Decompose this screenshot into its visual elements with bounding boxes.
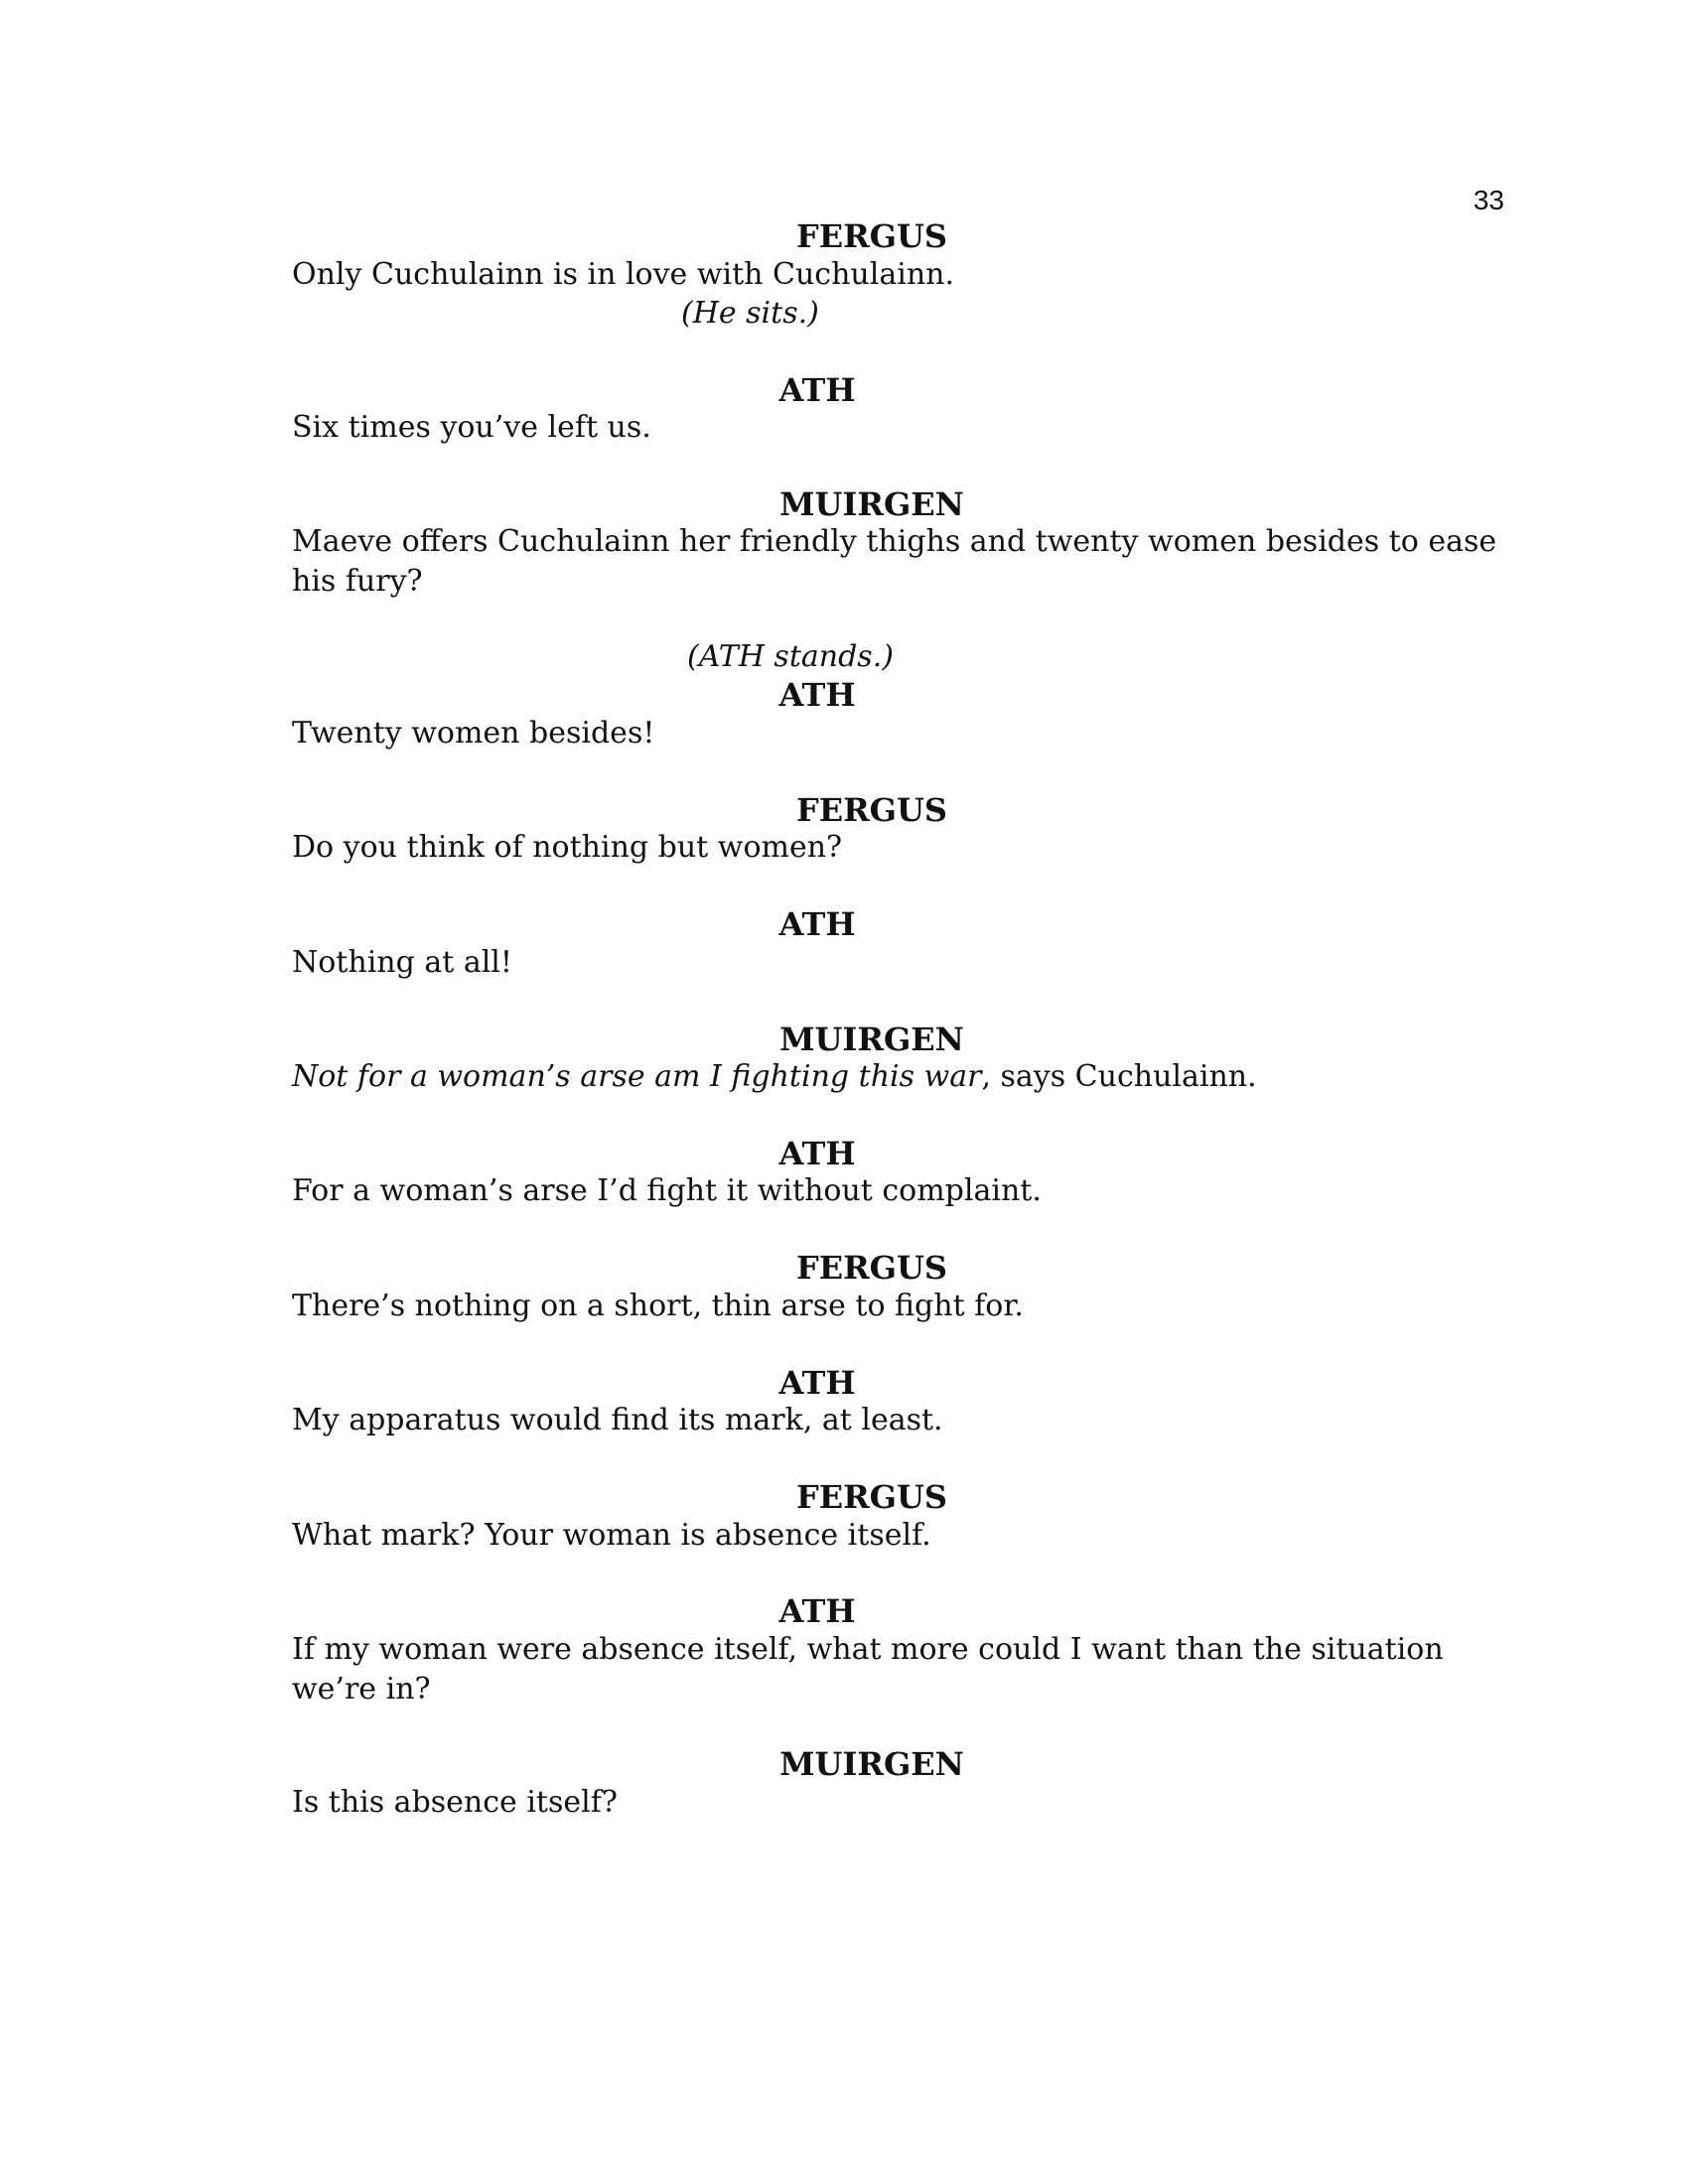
character-name: ATH [778,905,856,943]
dialogue-line-rest: , says Cuchulainn. [981,1059,1257,1094]
dialogue-line: Is this absence itself? [292,1785,618,1820]
stage-direction: (ATH stands.) [687,639,894,674]
dialogue-line: For a woman’s arse I’d fight it without complaint. [292,1173,1042,1208]
character-name: ATH [778,1135,856,1172]
parenthetical: (He sits.) [681,296,819,331]
character-name: ATH [778,1592,856,1630]
character-name: ATH [778,371,856,409]
dialogue-line: Nothing at all! [292,945,512,980]
character-name: ATH [778,1364,856,1402]
dialogue-line: What mark? Your woman is absence itself. [292,1518,931,1553]
dialogue-line: There’s nothing on a short, thin arse to fight for. [292,1289,1024,1323]
dialogue-line: If my woman were absence itself, what more could I want than the situation we’re in? [292,1632,1444,1706]
character-name: FERGUS [795,217,948,255]
dialogue-line: Twenty women besides! [292,716,655,751]
page-number: 33 [1473,185,1504,215]
dialogue-line: Only Cuchulainn is in love with Cuchulainn. [292,257,955,292]
character-name: MUIRGEN [779,485,964,523]
dialogue-line: Six times you’ve left us. [292,410,651,445]
dialogue-line-italic: Not for a woman’s arse am I fighting this war [292,1059,982,1094]
dialogue-line [292,1057,1498,1097]
character-name: MUIRGEN [779,1021,964,1058]
character-name: FERGUS [795,791,948,829]
character-name: MUIRGEN [779,1745,964,1783]
dialogue-line: My apparatus would find its mark, at least. [292,1403,943,1437]
dialogue-line: Maeve offers Cuchulainn her friendly thighs and twenty women besides to ease his fury? [292,524,1497,599]
character-name: FERGUS [795,1478,948,1516]
character-name: FERGUS [795,1249,948,1287]
character-name: ATH [778,676,856,714]
dialogue-line: Do you think of nothing but women? [292,830,843,865]
